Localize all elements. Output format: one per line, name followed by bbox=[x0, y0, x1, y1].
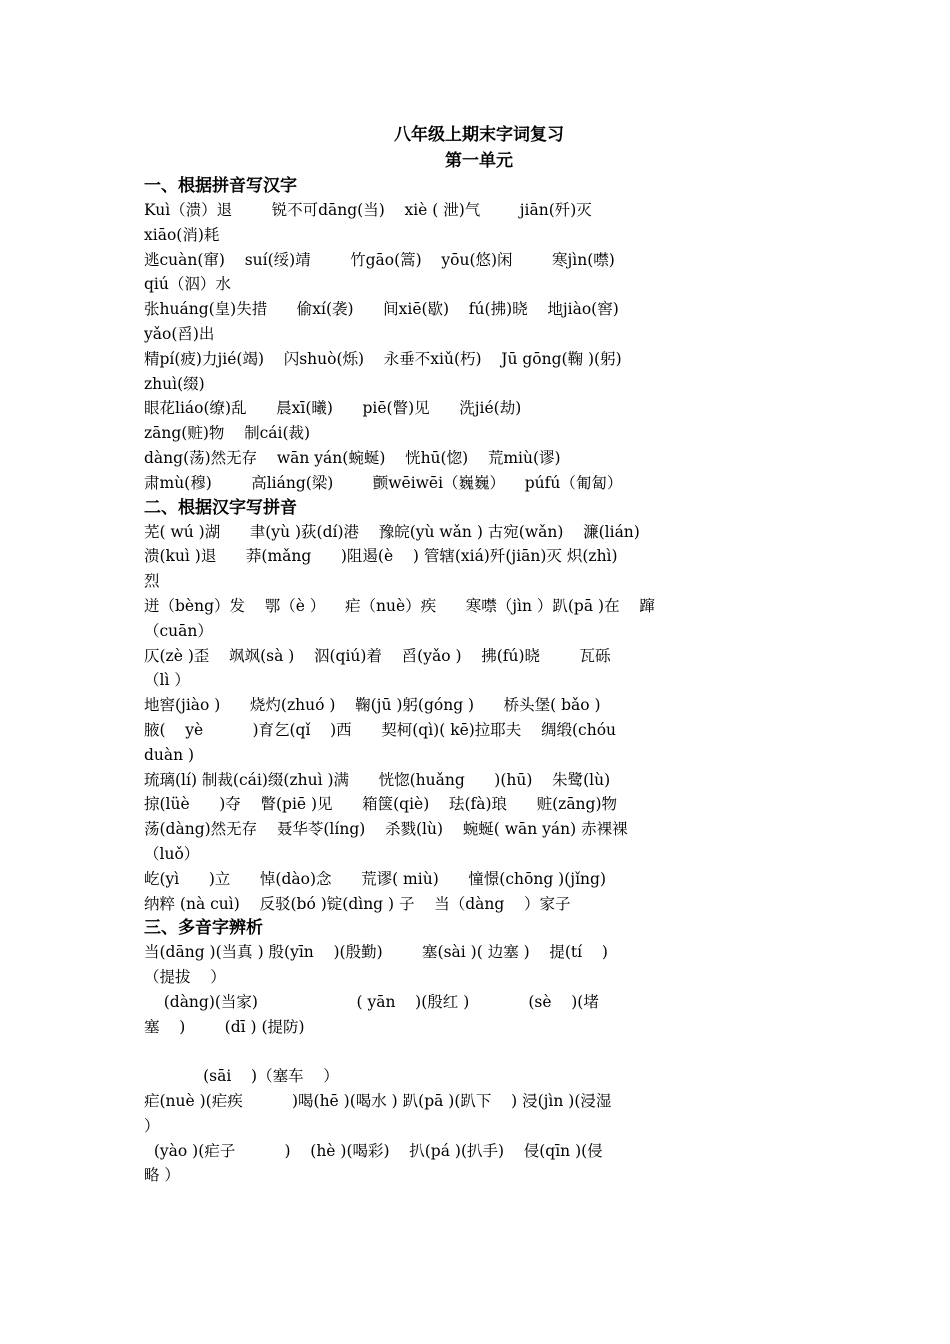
text-line: 眼花liáo(缭)乱 晨xī(曦) piē(瞥)见 洗jié(劫) bbox=[144, 399, 522, 418]
text-line: 当(dāng )(当真 ) 殷(yīn )(殷勤) 塞(sài )( 边塞 ) 提(tí ) bbox=[144, 943, 608, 962]
text-line: 塞 ) (dī ) (提防) bbox=[144, 1017, 305, 1036]
text-line: （lì ） bbox=[144, 671, 190, 690]
text-line: 芜( wú )湖 聿(yù )荻(dí)港 豫皖(yù wǎn ) 古宛(wǎn) 濂(lián) bbox=[144, 522, 640, 541]
text-line: 迸（bèng）发 鄂（è ） 疟（nuè）疾 寒噤（jìn ）趴(pā )在 蹿 bbox=[144, 596, 655, 615]
section-2 bbox=[144, 496, 814, 917]
text-line: 屹(yì )立 悼(dào)念 荒谬( miù) 憧憬(chōng )(jǐng) bbox=[144, 869, 606, 888]
text-line: 张huáng(皇)失措 偷xí(袭) 间xiē(歇) fú(拂)晓 地jiào(窖) bbox=[144, 300, 619, 319]
unit-title: 第一单元 bbox=[445, 151, 513, 171]
text-line: Kuì（溃）退 锐不可dāng(当) xiè ( 泄)气 jiān(歼)灭 bbox=[144, 201, 592, 219]
text-line: 荡(dàng)然无存 聂华苓(líng) 杀戮(lù) 蜿蜒( wān yán) 赤裸裸 bbox=[144, 820, 628, 839]
text-line: (dàng)(当家) ( yān )(殷红 ) (sè )(堵 bbox=[144, 992, 599, 1011]
text-line: xiāo(消)耗 bbox=[144, 225, 220, 244]
section-1 bbox=[144, 174, 814, 496]
text-line: 精pí(疲)力jié(竭) 闪shuò(烁) 永垂不xiǔ(朽) Jū gōng(鞠 )(躬) bbox=[144, 349, 622, 368]
text-line: 仄(zè )歪 飒飒(sà ) 泅(qiú)着 舀(yǎo ) 拂(fú)晓 瓦砾 bbox=[144, 646, 611, 665]
text-line: 纳粹 (nà cuì) 反驳(bó )锭(dìng ) 子 当（dàng ）家子 bbox=[144, 894, 571, 913]
document-title: 八年级上期末字词复习 bbox=[394, 125, 564, 145]
text-line: ） bbox=[144, 1116, 160, 1135]
text-line: 溃(kuì )退 莽(mǎng )阻遏(è ) 管辖(xiá)歼(jiān)灭 炽(zhì) bbox=[144, 547, 618, 566]
text-line: （提拔 ） bbox=[144, 968, 226, 987]
text-line: （cuān） bbox=[144, 621, 213, 640]
blank-line bbox=[144, 1040, 814, 1065]
text-line: 略 ） bbox=[144, 1166, 180, 1185]
section-heading: 三、多音字辨析 bbox=[144, 918, 263, 939]
section-heading: 二、根据汉字写拼音 bbox=[144, 497, 297, 518]
text-line: (sāi )（塞车 ） bbox=[144, 1067, 339, 1086]
text-line: yǎo(舀)出 bbox=[144, 324, 215, 343]
text-line: zāng(赃)物 制cái(裁) bbox=[144, 424, 311, 443]
text-line: 腋( yè )育乞(qǐ )西 契柯(qì)( kē)拉耶夫 绸缎(chóu bbox=[144, 720, 617, 739]
text-line: 掠(lüè )夺 瞥(piē )见 箱箧(qiè) 珐(fà)琅 赃(zāng)物 bbox=[144, 795, 618, 814]
text-line: dàng(荡)然无存 wān yán(蜿蜒) 恍hū(惚) 荒miù(谬) bbox=[144, 448, 561, 467]
text-line: 肃mù(穆) 高liáng(梁) 颤wēiwēi（巍巍） púfú（匍匐） bbox=[144, 473, 623, 492]
text-line: 琉璃(lí) 制裁(cái)缀(zhuì )满 恍惚(huǎng )(hū) 朱鹭(lù) bbox=[144, 770, 611, 789]
text-line: 烈 bbox=[144, 572, 160, 591]
section-3 bbox=[144, 916, 814, 1188]
text-line: qiú（泅）水 bbox=[144, 275, 231, 294]
document-page bbox=[144, 122, 814, 1188]
text-line: (yào )(疟子 ) (hè )(喝彩) 扒(pá )(扒手) 侵(qīn )(侵 bbox=[144, 1141, 603, 1160]
text-line: zhuì(缀) bbox=[144, 374, 205, 393]
section-heading: 一、根据拼音写汉字 bbox=[144, 176, 297, 196]
text-line: 逃cuàn(窜) suí(绥)靖 竹gāo(篙) yōu(悠)闲 寒jìn(噤) bbox=[144, 250, 615, 269]
text-line: 地窖(jiào ) 烧灼(zhuó ) 鞠(jū )躬(góng ) 桥头堡( bǎo ) bbox=[144, 696, 601, 715]
text-line: （luǒ） bbox=[144, 844, 200, 863]
text-line: 疟(nuè )(疟疾 )喝(hē )(喝水 ) 趴(pā )(趴下 ) 浸(jìn )(浸湿 bbox=[144, 1092, 612, 1111]
text-line: duàn ) bbox=[144, 745, 195, 764]
